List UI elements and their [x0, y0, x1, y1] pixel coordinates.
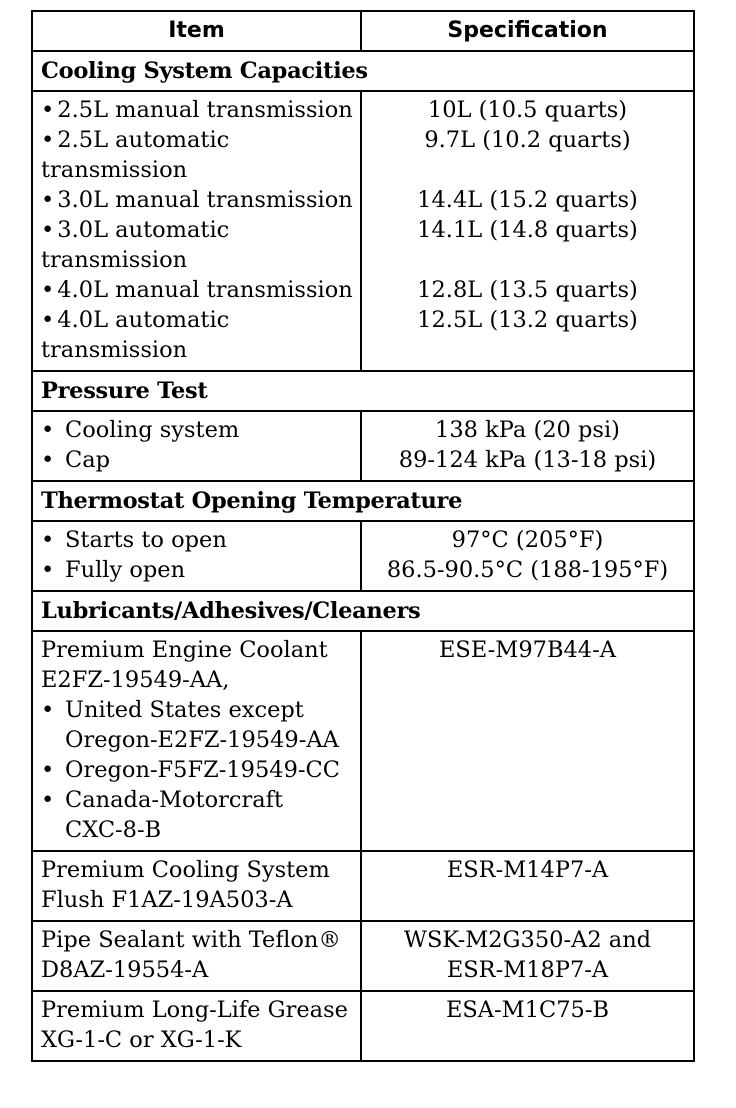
cooling-rows — [32, 91, 694, 371]
table-row — [32, 921, 694, 991]
list-item: • Fully open — [41, 557, 186, 583]
list-item: • Cap — [41, 447, 111, 473]
spec-value: 138 kPa (20 psi) — [435, 417, 620, 443]
flush-item-cell — [32, 851, 361, 921]
spec-value: 14.4L (15.2 quarts) — [417, 187, 638, 213]
pressure-specs-cell — [361, 411, 694, 481]
section-row — [32, 371, 694, 411]
thermostat-specs-cell — [361, 521, 694, 591]
list-item: • United States except — [41, 697, 304, 723]
list-item-continuation: transmission — [41, 157, 188, 183]
pressure-rows — [32, 411, 694, 481]
spec-value: 12.5L (13.2 quarts) — [417, 307, 638, 333]
list-item: • 2.5L automatic — [41, 127, 230, 153]
thermostat-rows — [32, 521, 694, 591]
item-text: Premium Cooling System — [41, 857, 330, 883]
spec-value: 86.5-90.5°C (188-195°F) — [386, 557, 669, 583]
spec-value: 12.8L (13.5 quarts) — [417, 277, 638, 303]
grease-spec-cell: ESA-M1C75-B — [361, 991, 694, 1061]
list-item: • Canada-Motorcraft — [41, 787, 284, 813]
section-row — [32, 481, 694, 521]
header-item: Item — [32, 11, 361, 51]
grease-item-cell — [32, 991, 361, 1061]
item-text: E2FZ-19549-AA, — [41, 667, 230, 693]
flush-spec-cell: ESR-M14P7-A — [361, 851, 694, 921]
section-title-cooling: Cooling System Capacities — [32, 51, 694, 91]
section-title-pressure: Pressure Test — [32, 371, 694, 411]
section-row — [32, 51, 694, 91]
item-text: D8AZ-19554-A — [41, 957, 209, 983]
list-item-continuation: transmission — [41, 247, 188, 273]
spec-value: ESR-M18P7-A — [446, 957, 609, 983]
spec-value: 10L (10.5 quarts) — [427, 97, 628, 123]
list-item: • 3.0L manual transmission — [41, 187, 353, 213]
list-item-continuation: CXC-8-B — [65, 817, 162, 843]
list-item-continuation: Oregon-E2FZ-19549-AA — [65, 727, 339, 753]
spec-value: 14.1L (14.8 quarts) — [417, 217, 638, 243]
item-text: Premium Long-Life Grease — [41, 997, 348, 1023]
section-title-lubricants: Lubricants/Adhesives/Cleaners — [32, 591, 694, 631]
section-row — [32, 591, 694, 631]
coolant-item-cell — [32, 631, 361, 851]
spec-value: 89-124 kPa (13-18 psi) — [398, 447, 657, 473]
table-row — [32, 991, 694, 1061]
list-item: • 4.0L automatic — [41, 307, 230, 333]
cooling-items-cell — [32, 91, 361, 371]
list-item: • 2.5L manual transmission — [41, 97, 353, 123]
table-row — [32, 631, 694, 851]
list-item-continuation: transmission — [41, 337, 188, 363]
section-title-thermostat: Thermostat Opening Temperature — [32, 481, 694, 521]
cooling-specs-cell — [361, 91, 694, 371]
spacer — [362, 245, 693, 275]
item-text: Premium Engine Coolant — [41, 637, 328, 663]
list-item: • 3.0L automatic — [41, 217, 230, 243]
coolant-spec-cell: ESE-M97B44-A — [361, 631, 694, 851]
specification-table — [31, 10, 695, 1062]
item-text: Pipe Sealant with Teflon® — [41, 927, 341, 953]
list-item: • Oregon-F5FZ-19549-CC — [41, 757, 340, 783]
list-item: • Starts to open — [41, 527, 227, 553]
item-text: XG-1-C or XG-1-K — [41, 1027, 242, 1053]
sealant-spec-cell — [361, 921, 694, 991]
list-item: • Cooling system — [41, 417, 240, 443]
item-text: Flush F1AZ-19A503-A — [41, 887, 293, 913]
table-row — [32, 851, 694, 921]
thermostat-items-cell — [32, 521, 361, 591]
spec-value: WSK-M2G350-A2 and — [403, 927, 652, 953]
pressure-items-cell — [32, 411, 361, 481]
list-item: • 4.0L manual transmission — [41, 277, 353, 303]
header-specification: Specification — [361, 11, 694, 51]
spec-value: 97°C (205°F) — [451, 527, 604, 553]
sealant-item-cell — [32, 921, 361, 991]
spec-value: 9.7L (10.2 quarts) — [424, 127, 631, 153]
header-row — [32, 11, 694, 51]
spacer — [362, 155, 693, 185]
